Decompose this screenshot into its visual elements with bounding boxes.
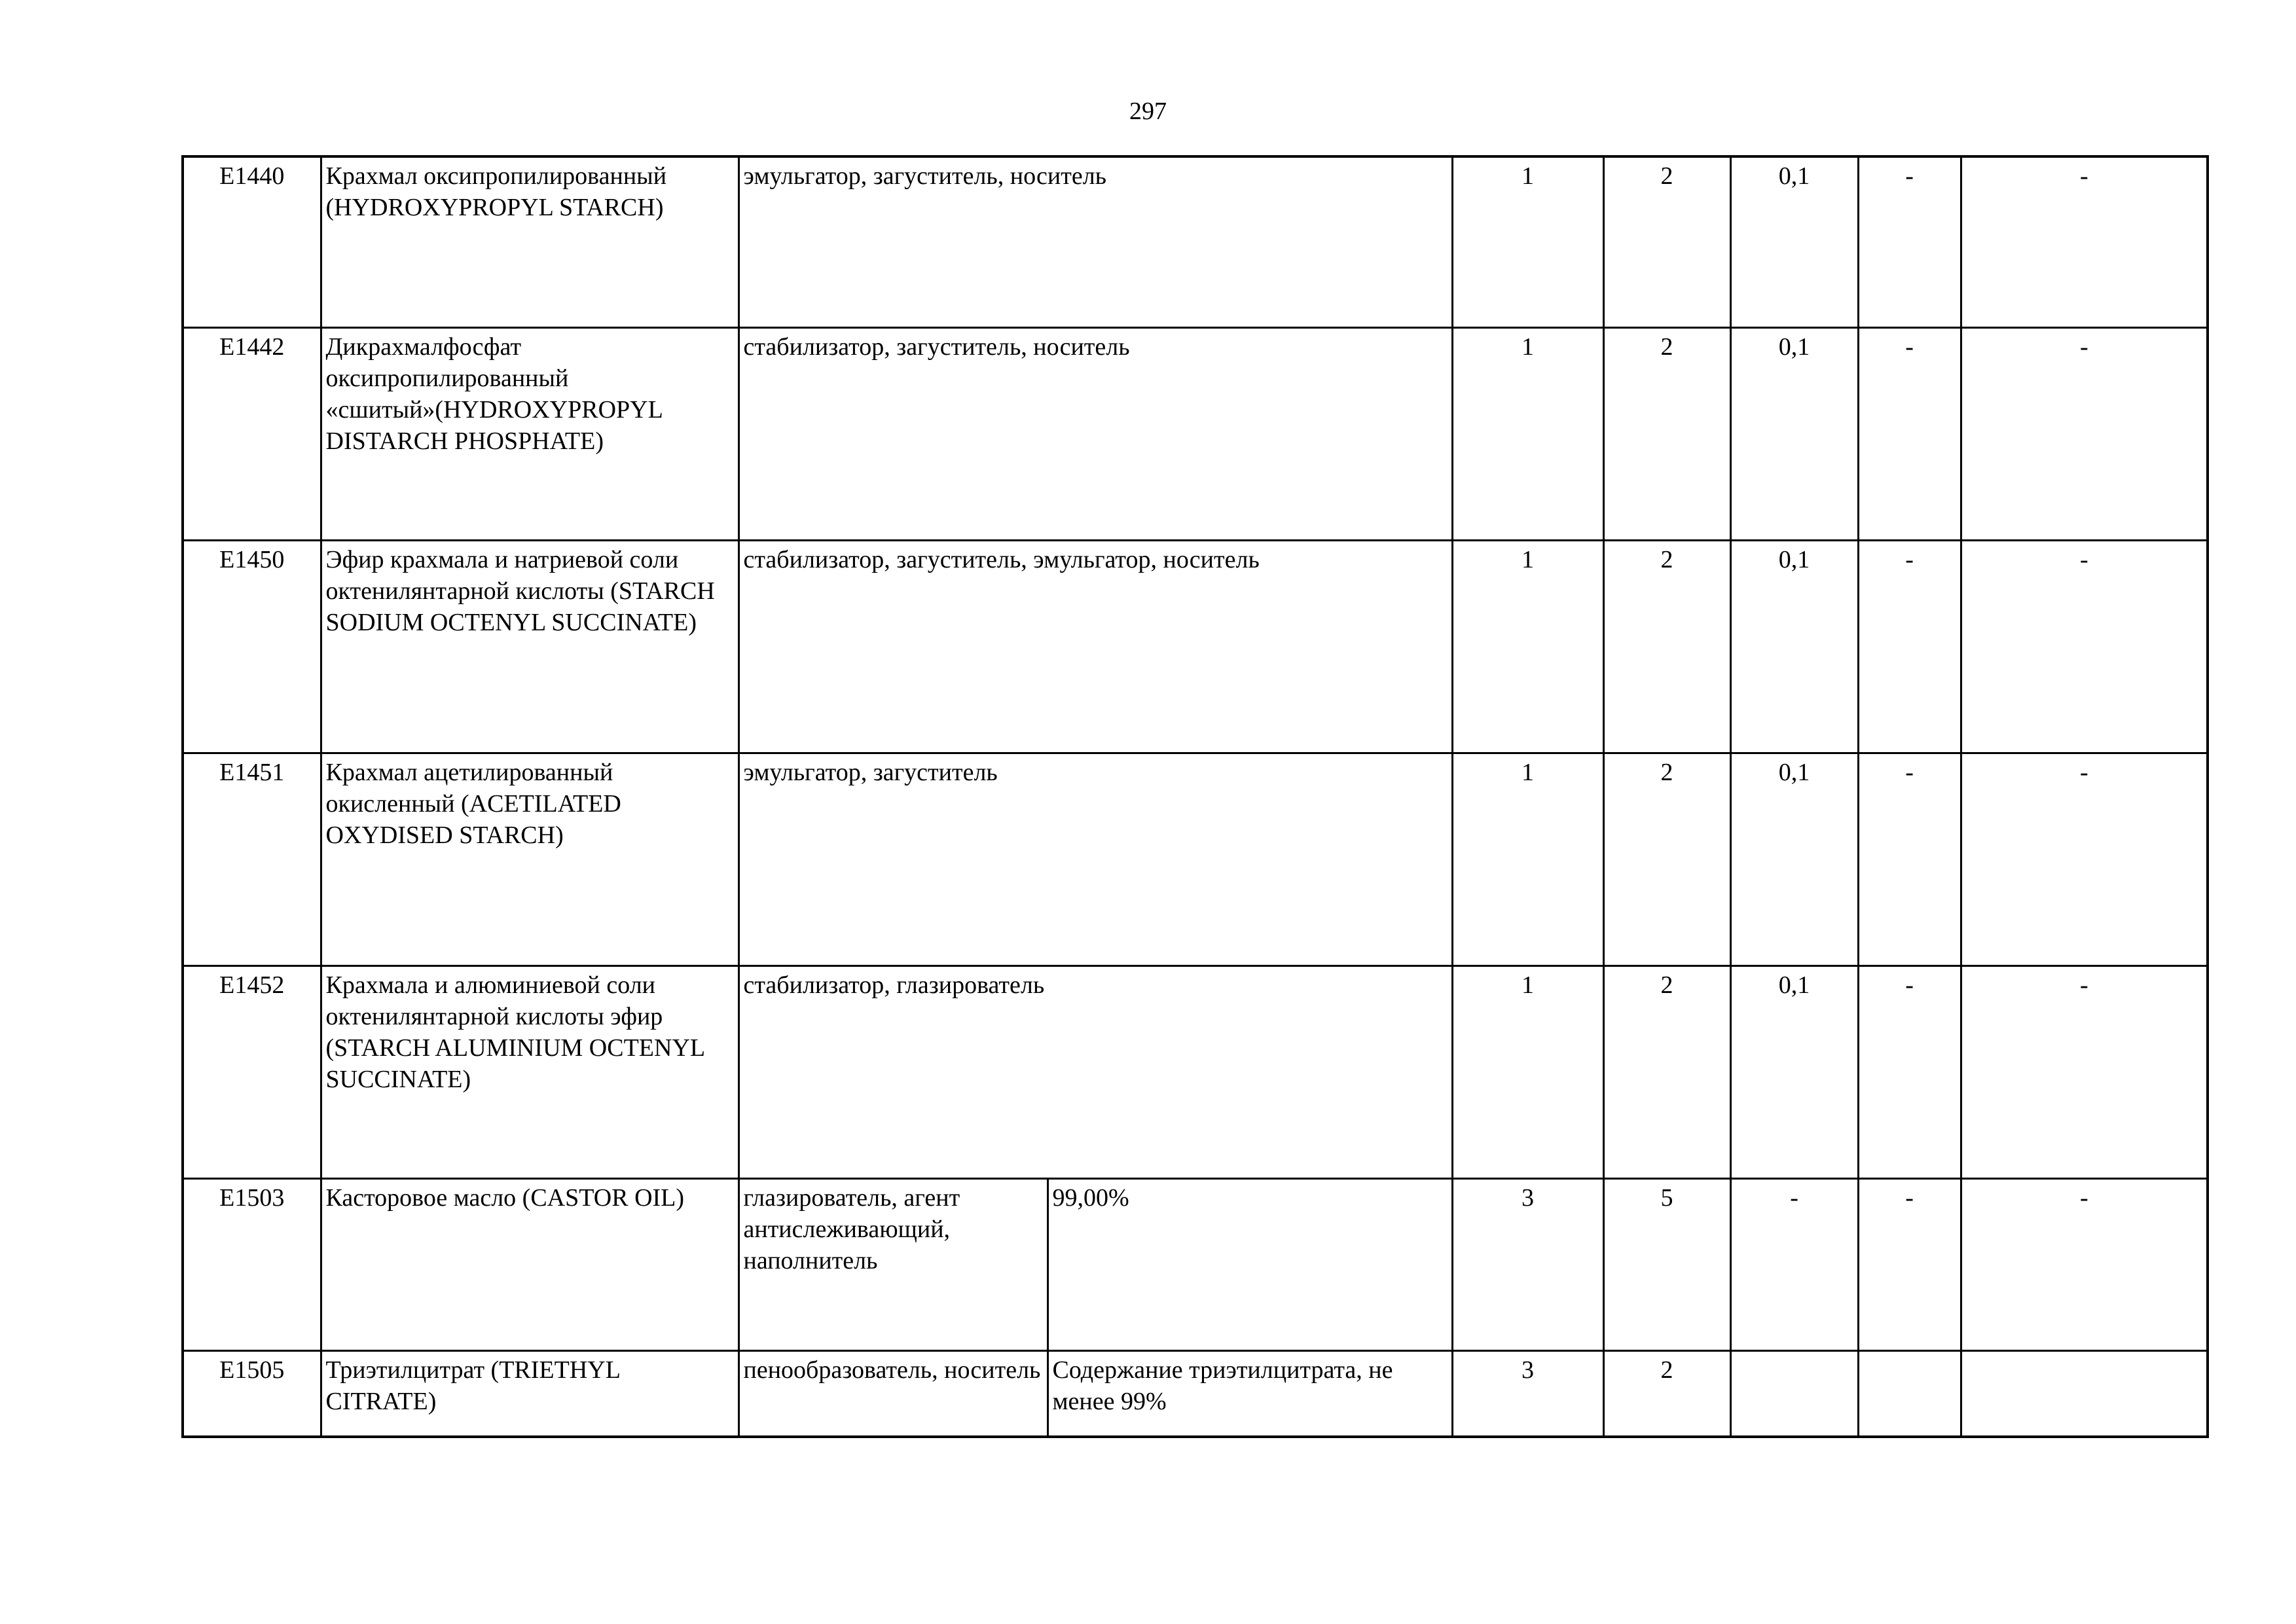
- table-row: [183, 541, 2208, 753]
- value-cell-1: 1: [1452, 328, 1603, 541]
- value-cell-2: 2: [1603, 156, 1730, 328]
- additive-name: Дикрахмалфосфат оксипропилированный «сшитый»(HYDROXYPROPYL DISTARCH PHOSPHATE): [321, 328, 738, 541]
- value-cell-5: -: [1961, 753, 2208, 966]
- value-cell-1: 3: [1452, 1351, 1603, 1437]
- technological-function: эмульгатор, загуститель: [738, 753, 1452, 966]
- value-cell-5: [1961, 1351, 2208, 1437]
- value-cell-2: 2: [1603, 1351, 1730, 1437]
- additives-table: [181, 155, 2209, 1438]
- value-cell-4: [1858, 1351, 1961, 1437]
- additive-code: E1450: [183, 541, 321, 753]
- value-cell-2: 5: [1603, 1179, 1730, 1351]
- value-cell-3: 0,1: [1730, 328, 1858, 541]
- value-cell-3: 0,1: [1730, 156, 1858, 328]
- value-cell-3: 0,1: [1730, 541, 1858, 753]
- value-cell-3: [1730, 1351, 1858, 1437]
- value-cell-1: 1: [1452, 753, 1603, 966]
- technological-function: эмульгатор, загуститель, носитель: [738, 156, 1452, 328]
- table-row: [183, 966, 2208, 1179]
- technological-function: стабилизатор, загуститель, эмульгатор, носитель: [738, 541, 1452, 753]
- value-cell-5: -: [1961, 541, 2208, 753]
- value-cell-1: 1: [1452, 156, 1603, 328]
- value-cell-5: -: [1961, 156, 2208, 328]
- additive-code: E1505: [183, 1351, 321, 1437]
- value-cell-5: -: [1961, 966, 2208, 1179]
- value-cell-4: -: [1858, 966, 1961, 1179]
- table-row: [183, 1351, 2208, 1437]
- value-cell-3: 0,1: [1730, 753, 1858, 966]
- technological-function: стабилизатор, загуститель, носитель: [738, 328, 1452, 541]
- value-cell-4: -: [1858, 541, 1961, 753]
- value-cell-2: 2: [1603, 966, 1730, 1179]
- value-cell-2: 2: [1603, 753, 1730, 966]
- additive-name: Крахмал ацетилированный окисленный (ACETILATED OXYDISED STARCH): [321, 753, 738, 966]
- additive-name: Эфир крахмала и натриевой соли октенилянтарной кислоты (STARCH SODIUM OCTENYL SUCCINATE): [321, 541, 738, 753]
- value-cell-2: 2: [1603, 328, 1730, 541]
- value-cell-3: -: [1730, 1179, 1858, 1351]
- value-cell-5: -: [1961, 1179, 2208, 1351]
- table-row: [183, 1179, 2208, 1351]
- table-row: [183, 156, 2208, 328]
- technological-function: глазирователь, агент антислеживающий, наполнитель: [738, 1179, 1048, 1351]
- value-cell-5: -: [1961, 328, 2208, 541]
- value-cell-1: 1: [1452, 966, 1603, 1179]
- table-row: [183, 753, 2208, 966]
- technological-function: пенообразователь, носитель: [738, 1351, 1048, 1437]
- value-cell-2: 2: [1603, 541, 1730, 753]
- value-cell-1: 1: [1452, 541, 1603, 753]
- additive-code: E1440: [183, 156, 321, 328]
- technological-function: стабилизатор, глазирователь: [738, 966, 1452, 1179]
- additive-name: Крахмал оксипропилированный (HYDROXYPROPYL STARCH): [321, 156, 738, 328]
- value-cell-4: -: [1858, 753, 1961, 966]
- value-cell-1: 3: [1452, 1179, 1603, 1351]
- table-row: [183, 328, 2208, 541]
- value-cell-4: -: [1858, 1179, 1961, 1351]
- additive-name: Крахмала и алюминиевой соли октенилянтарной кислоты эфир (STARCH ALUMINIUM OCTENYL SUCCINATE): [321, 966, 738, 1179]
- value-cell-4: -: [1858, 328, 1961, 541]
- additive-code: E1451: [183, 753, 321, 966]
- additive-name: Касторовое масло (CASTOR OIL): [321, 1179, 738, 1351]
- page-number: 297: [1129, 98, 1167, 125]
- additive-code: E1442: [183, 328, 321, 541]
- additive-name: Триэтилцитрат (TRIETHYL CITRATE): [321, 1351, 738, 1437]
- value-cell-3: 0,1: [1730, 966, 1858, 1179]
- value-cell-4: -: [1858, 156, 1961, 328]
- purity-specification: 99,00%: [1048, 1179, 1452, 1351]
- purity-specification: Содержание триэтилцитрата, не менее 99%: [1048, 1351, 1452, 1437]
- additive-code: E1452: [183, 966, 321, 1179]
- additive-code: E1503: [183, 1179, 321, 1351]
